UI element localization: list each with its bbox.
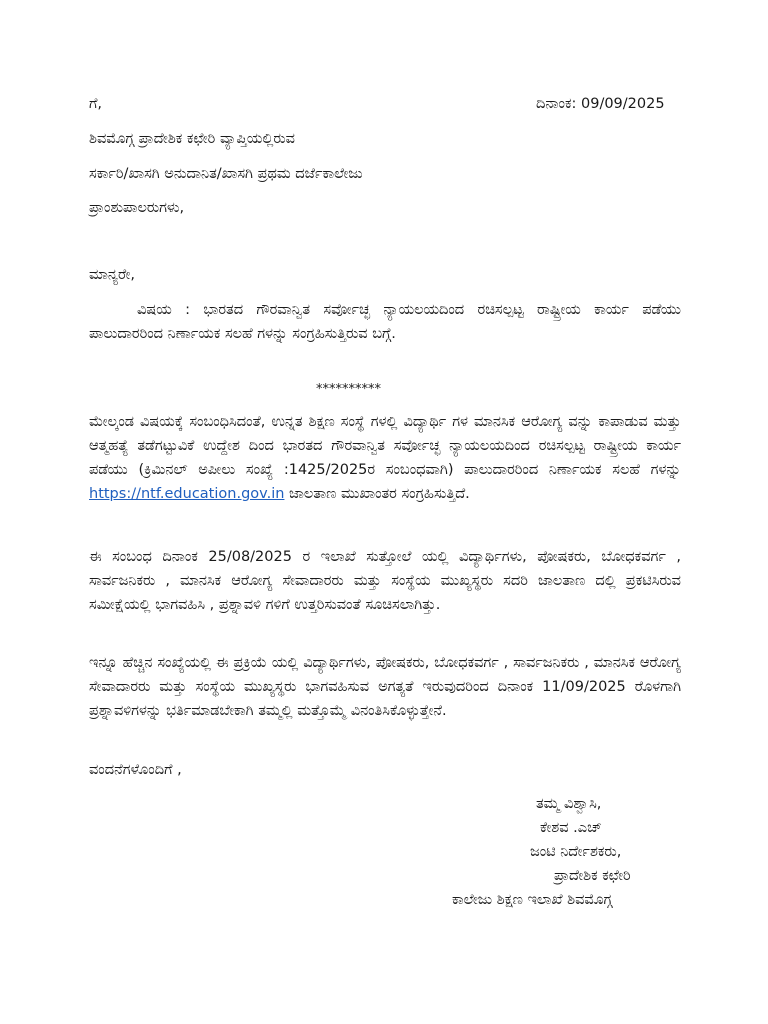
addressee-line-1: ಶಿವಮೊಗ್ಗ ಪ್ರಾದೇಶಿಕ ಕಛೇರಿ ವ್ಯಾಪ್ತಿಯಲ್ಲಿರುವ — [89, 131, 295, 147]
body-paragraph-3: ಇನ್ನೂ ಹೆಚ್ಚಿನ ಸಂಖ್ಯೆಯಲ್ಲಿ ಈ ಪ್ರಕ್ರಿಯೆ ಯಲ್ಲಿ ವಿದ್ಯಾರ್ಥಿಗಳು, ಪೋಷಕರು, ಬೋಧಕವರ್ಗ , ಸಾರ್ವಜನಿಕರು , ಮಾನಸಿಕ ಆರೋಗ್ಯ ಸೇವಾದಾರರು ಮತ್ತು ಸಂಸ್ಥೆಯ ಮುಖ್ಯಸ್ಥರು ಭಾಗವಹಿಸುವ ಅಗತ್ಯತೆ ಇರುವುದರಿಂದ ದಿನಾಂಕ 11/09/2025 ರೊಳಗಾಗಿ ಪ್ರಶ್ನಾವಳಿಗಳನ್ನು ಭರ್ತಿಮಾಡಬೇಕಾಗಿ ತಮ್ಮಲ್ಲಿ ಮತ್ತೊಮ್ಮೆ ವಿನಂತಿಸಿಕೊಳ್ಳುತ್ತೇನೆ. — [89, 655, 681, 719]
body-paragraph-2: ಈ ಸಂಬಂಧ ದಿನಾಂಕ 25/08/2025 ರ ಇಲಾಖೆ ಸುತ್ತೋಲೆ ಯಲ್ಲಿ ವಿದ್ಯಾರ್ಥಿಗಳು, ಪೋಷಕರು, ಬೋಧಕವರ್ಗ , ಸಾರ್ವಜನಿಕರು , ಮಾನಸಿಕ ಆರೋಗ್ಯ ಸೇವಾದಾರರು ಮತ್ತು ಸಂಸ್ಥೆಯ ಮುಖ್ಯಸ್ಥರು ಸದರಿ ಜಾಲತಾಣ ದಲ್ಲಿ ಪ್ರಕಟಿಸಿರುವ ಸಮೀಕ್ಷೆಯಲ್ಲಿ ಭಾಗವಹಿಸಿ , ಪ್ರಶ್ನಾವಳಿ ಗಳಿಗೆ ಉತ್ತರಿಸುವಂತೆ ಸೂಚಿಸಲಾಗಿತ್ತು. — [89, 549, 681, 613]
recipient-label: ಗೆ, — [89, 96, 103, 112]
letter-date: ದಿನಾಂಕ: 09/09/2025 — [536, 96, 665, 112]
addressee-line-2: ಸರ್ಕಾರಿ/ಖಾಸಗಿ ಅನುದಾನಿತ/ಖಾಸಗಿ ಪ್ರಥಮ ದರ್ಜೆಕಾಲೇಜು — [89, 166, 363, 182]
paragraph-1-text-end: ಜಾಲತಾಣ ಮುಖಾಂತರ ಸಂಗ್ರಹಿಸುತ್ತಿದೆ. — [289, 486, 470, 502]
body-paragraph-1 — [89, 410, 681, 506]
closing-remark: ವಂದನೆಗಳೊಂದಿಗೆ , — [89, 762, 182, 778]
signatory-department: ಕಾಲೇಜು ಶಿಕ್ಷಣ ಇಲಾಖೆ ಶಿವಮೊಗ್ಗ — [452, 892, 613, 908]
ntf-portal-link[interactable]: https://ntf.education.gov.in — [89, 486, 285, 502]
salutation: ಮಾನ್ಯರೇ, — [89, 267, 136, 283]
addressee-line-3: ಪ್ರಾಂಶುಪಾಲರುಗಳು, — [89, 200, 185, 216]
separator: ********** — [316, 382, 381, 397]
signatory-name: ಕೇಶವ .ಎಚ್ — [540, 820, 602, 836]
signatory-office: ಪ್ರಾದೇಶಿಕ ಕಛೇರಿ — [554, 868, 631, 884]
signature-yours-faithfully: ತಮ್ಮ ವಿಶ್ವಾಸಿ, — [536, 796, 602, 812]
subject-paragraph: ವಿಷಯ : ಭಾರತದ ಗೌರವಾನ್ವಿತ ಸರ್ವೋಚ್ಛ ನ್ಯಾಯಲಯದಿಂದ ರಚಿಸಲ್ಪಟ್ಟ ರಾಷ್ಟ್ರೀಯ ಕಾರ್ಯ ಪಡೆಯು ಪಾಲುದಾರರಿಂದ ನಿರ್ಣಾಯಕ ಸಲಹೆ ಗಳನ್ನು ಸಂಗ್ರಹಿಸುತ್ತಿರುವ ಬಗ್ಗೆ. — [89, 302, 681, 342]
paragraph-1-text: ಮೇಲ್ಕಂಡ ವಿಷಯಕ್ಕೆ ಸಂಬಂಧಿಸಿದಂತೆ, ಉನ್ನತ ಶಿಕ್ಷಣ ಸಂಸ್ಥೆ ಗಳಲ್ಲಿ ವಿದ್ಯಾರ್ಥಿ ಗಳ ಮಾನಸಿಕ ಆರೋಗ್ಯ ವನ್ನು ಕಾಪಾಡುವ ಮತ್ತು ಆತ್ಮಹತ್ಯೆ ತಡೆಗಟ್ಟುವಿಕೆ ಉದ್ದೇಶ ದಿಂದ ಭಾರತದ ಗೌರವಾನ್ವಿತ ಸರ್ವೋಚ್ಛ ನ್ಯಾಯಲಯದಿಂದ ರಚಿಸಲ್ಪಟ್ಟ ರಾಷ್ಟ್ರೀಯ ಕಾರ್ಯ ಪಡೆಯು (ಕ್ರಿಮಿನಲ್ ಅಪೀಲು ಸಂಖ್ಯೆ :1425/2025ರ ಸಂಬಂಧವಾಗಿ) ಪಾಲುದಾರರಿಂದ ನಿರ್ಣಾಯಕ ಸಲಹೆ ಗಳನ್ನು — [89, 414, 681, 478]
signatory-designation: ಜಂಟಿ ನಿರ್ದೇಶಕರು, — [530, 844, 622, 860]
